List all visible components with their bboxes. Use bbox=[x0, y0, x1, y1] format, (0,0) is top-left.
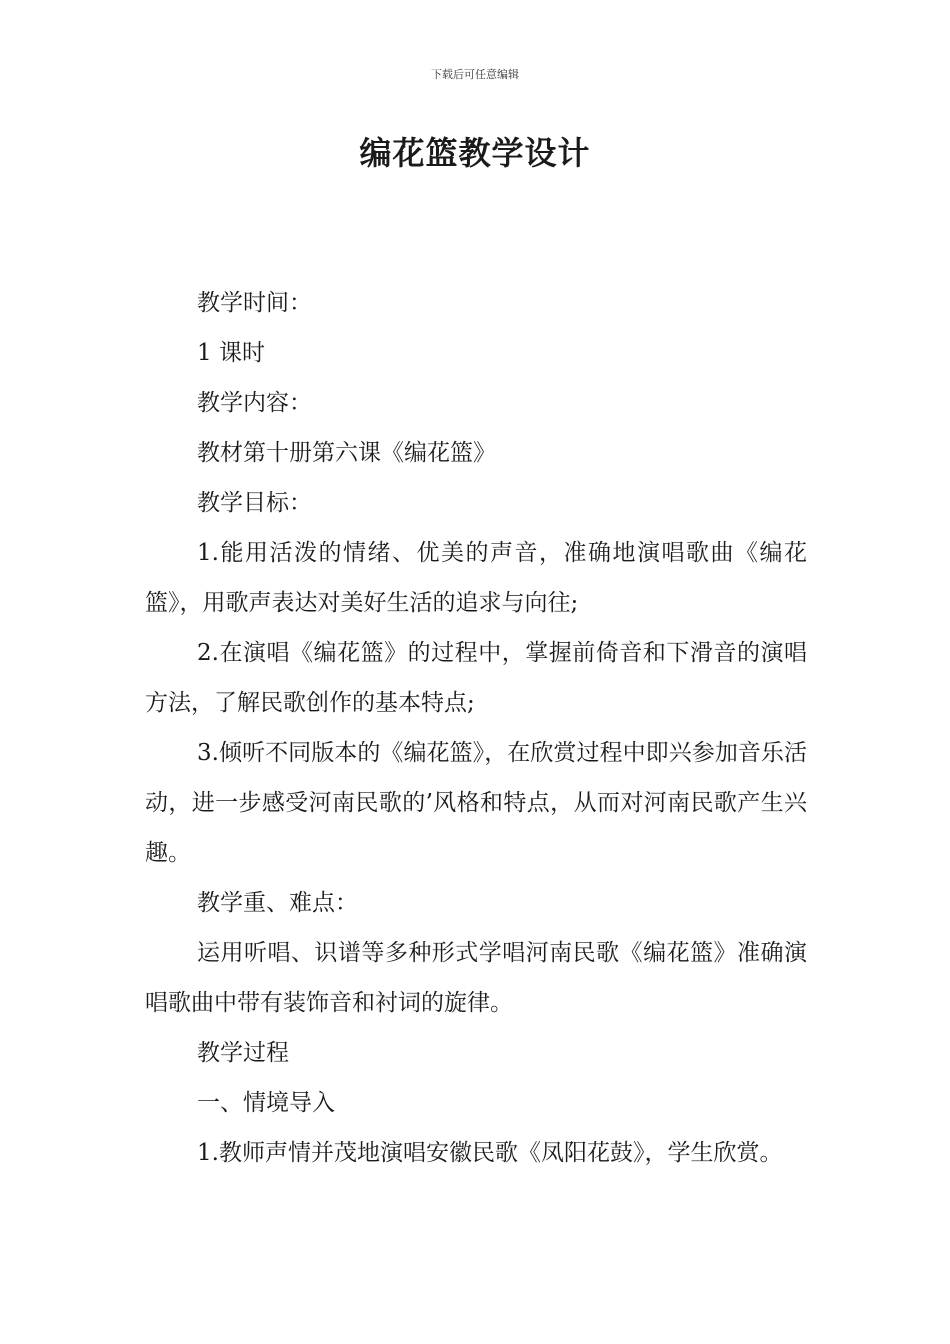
label-teaching-goals: 教学目标： bbox=[197, 490, 312, 516]
document-body bbox=[145, 278, 807, 1178]
goal-item-1: 1.能用活泼的情绪、优美的声音，准确地演唱歌曲《编花篮》，用歌声表达对美好生活的追求与向往; bbox=[145, 540, 807, 616]
page-header-note: 下载后可任意编辑 bbox=[431, 68, 519, 81]
value-teaching-content: 教材第十册第六课《编花篮》 bbox=[197, 440, 496, 466]
document-title: 编花篮教学设计 bbox=[359, 134, 591, 172]
value-key-difficult-points: 运用听唱、识谱等多种形式学唱河南民歌《编花篮》准确演唱歌曲中带有装饰音和衬词的旋律。 bbox=[145, 940, 807, 1016]
value-teaching-time: 1 课时 bbox=[197, 340, 265, 366]
label-teaching-time: 教学时间： bbox=[197, 290, 312, 316]
label-key-difficult-points: 教学重、难点： bbox=[197, 890, 358, 916]
goal-item-2: 2.在演唱《编花篮》的过程中，掌握前倚音和下滑音的演唱方法，了解民歌创作的基本特点; bbox=[145, 640, 807, 716]
section-heading-intro: 一、情境导入 bbox=[197, 1090, 335, 1116]
label-teaching-process: 教学过程 bbox=[197, 1040, 289, 1066]
label-teaching-content: 教学内容： bbox=[197, 390, 312, 416]
process-step-1: 1.教师声情并茂地演唱安徽民歌《凤阳花鼓》，学生欣赏。 bbox=[197, 1140, 783, 1166]
goal-item-3: 3.倾听不同版本的《编花篮》，在欣赏过程中即兴参加音乐活动，进一步感受河南民歌的’风格和特点，从而对河南民歌产生兴趣。 bbox=[145, 740, 807, 866]
